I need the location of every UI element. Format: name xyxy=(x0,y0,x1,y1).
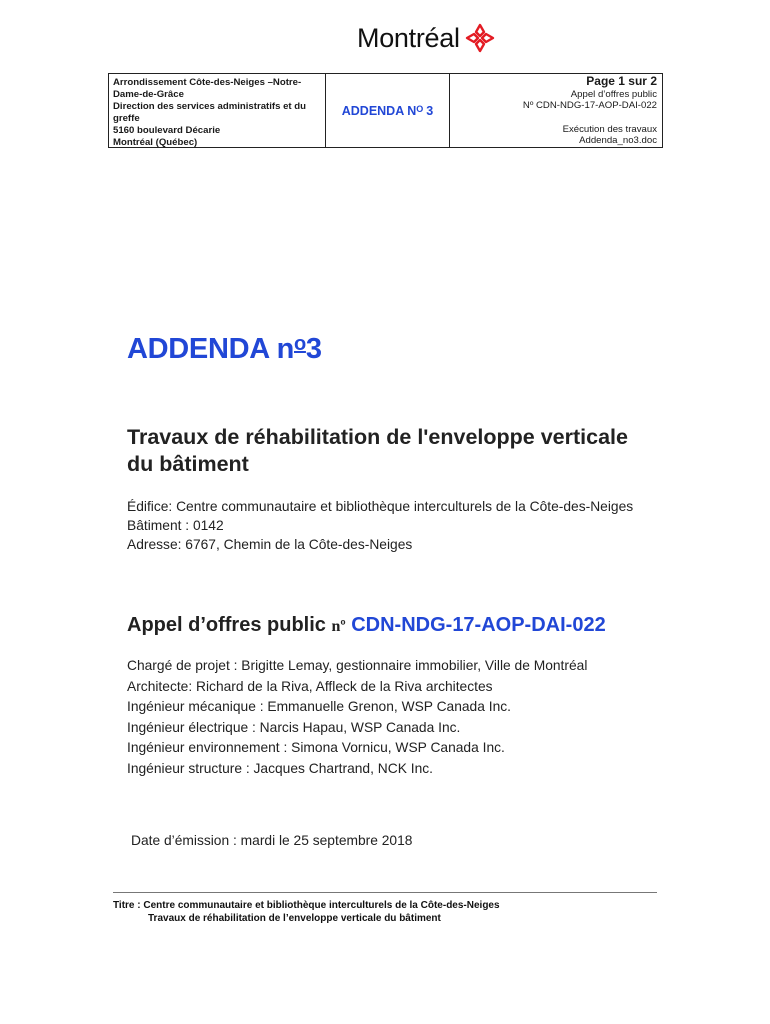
page-title xyxy=(127,333,322,366)
tender-heading xyxy=(127,614,606,637)
team-member: Ingénieur mécanique : Emmanuelle Grenon, WSP Canada Inc. xyxy=(127,699,511,714)
project-subtitle: Travaux de réhabilitation de l'enveloppe verticale du bâtiment xyxy=(127,425,628,476)
team-member: Chargé de projet : Brigitte Lemay, gestionnaire immobilier, Ville de Montréal xyxy=(127,658,588,673)
address-line: Dame-de-Grâce xyxy=(113,89,184,100)
file-name: Addenda_no3.doc xyxy=(579,135,657,146)
montreal-rose-icon xyxy=(464,22,496,54)
building-line: Édifice: Centre communautaire et bibliothèque interculturels de la Côte-des-Neiges xyxy=(127,499,634,514)
team-member: Ingénieur environnement : Simona Vornicu, WSP Canada Inc. xyxy=(127,740,505,755)
issue-date: Date d’émission : mardi le 25 septembre 2018 xyxy=(131,833,413,848)
building-line: Bâtiment : 0142 xyxy=(127,518,224,533)
team-member: Ingénieur structure : Jacques Chartrand, NCK Inc. xyxy=(127,760,433,776)
footer-title-line: Titre : Centre communautaire et bibliothèque interculturels de la Côte-des-Neiges xyxy=(113,900,500,911)
addenda-label-cell xyxy=(326,74,450,147)
page-indicator: Page 1 sur 2 xyxy=(586,74,657,88)
project-team-list xyxy=(127,656,587,779)
title-sup: o xyxy=(294,333,306,355)
tender-type: Appel d’offres public xyxy=(570,88,657,100)
footer-subtitle-line: Travaux de réhabilitation de l’enveloppe verticale du bâtiment xyxy=(148,913,441,924)
tender-reference: Nº CDN-NDG-17-AOP-DAI-022 xyxy=(522,100,657,111)
address-line: 5160 boulevard Décarie xyxy=(113,125,221,136)
address-line: Montréal (Québec) xyxy=(113,137,198,148)
team-member: Ingénieur électrique : Narcis Hapau, WSP Canada Inc. xyxy=(127,719,461,735)
address-line: Direction des services administratifs et du xyxy=(113,101,307,112)
tender-label: Appel d’offres public xyxy=(127,614,326,636)
footer xyxy=(113,899,500,925)
building-info xyxy=(127,497,633,554)
footer-divider xyxy=(113,892,657,893)
borough-address-cell xyxy=(109,74,326,147)
tender-no: nº xyxy=(331,618,346,635)
addenda-number: 3 xyxy=(426,103,434,118)
address-line: greffe xyxy=(113,113,140,124)
team-member: Architecte: Richard de la Riva, Affleck de la Riva architectes xyxy=(127,678,493,694)
header-table xyxy=(108,73,663,148)
title-prefix: ADDENDA n xyxy=(127,333,294,365)
work-type: Exécution des travaux xyxy=(562,123,657,135)
addenda-prefix: ADDENDA N xyxy=(341,103,417,118)
tender-number: CDN-NDG-17-AOP-DAI-022 xyxy=(351,614,606,636)
title-number: 3 xyxy=(305,333,322,365)
addenda-sup: O xyxy=(416,103,424,114)
logo-wordmark: Montréal xyxy=(357,22,460,53)
document-info-cell xyxy=(450,74,662,147)
building-line: Adresse: 6767, Chemin de la Côte-des-Neiges xyxy=(127,537,413,552)
address-line: Arrondissement Côte-des-Neiges –Notre- xyxy=(113,77,302,88)
montreal-logo xyxy=(357,20,496,56)
